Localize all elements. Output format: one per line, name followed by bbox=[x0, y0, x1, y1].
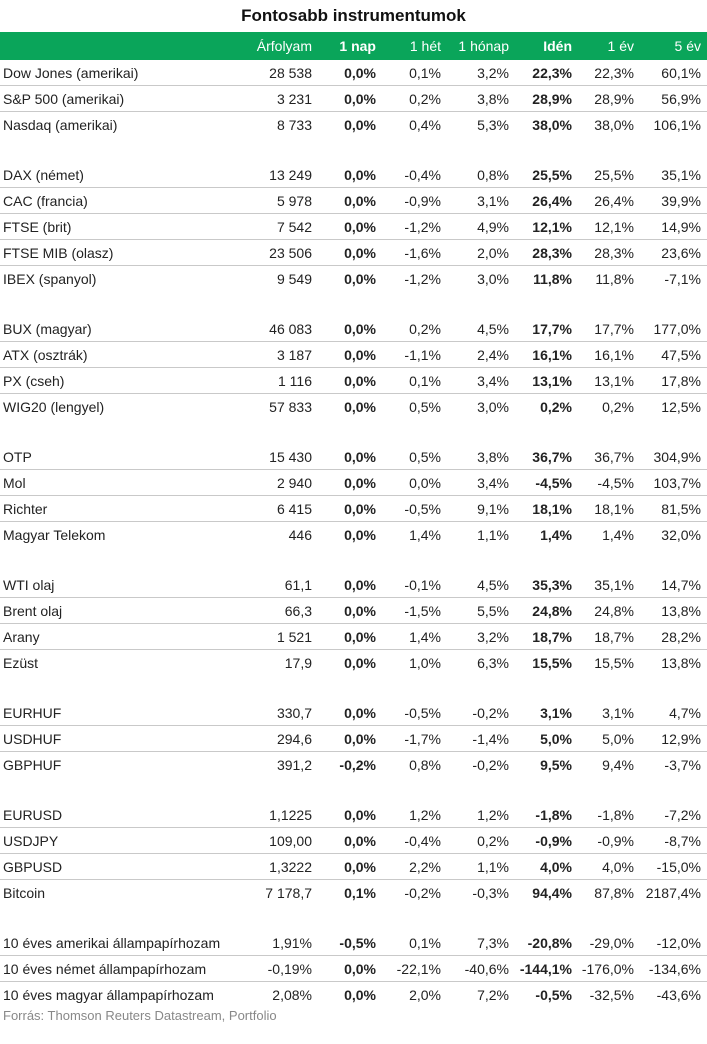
change-1-year-cell: -0,9% bbox=[578, 828, 640, 854]
change-1-day-cell: 0,0% bbox=[318, 854, 382, 880]
change-1-year-cell: 24,8% bbox=[578, 598, 640, 624]
change-5-year-cell: 13,8% bbox=[640, 598, 707, 624]
change-1-week-cell: 1,2% bbox=[382, 802, 447, 828]
change-1-month-cell: 7,3% bbox=[447, 930, 515, 956]
change-1-day-cell: 0,0% bbox=[318, 802, 382, 828]
instrument-name-cell: IBEX (spanyol) bbox=[3, 270, 97, 287]
change-1-day-cell: 0,0% bbox=[318, 470, 382, 496]
change-5-year-cell: -7,2% bbox=[640, 802, 707, 828]
table-row bbox=[0, 982, 707, 1008]
price-cell: 3 187 bbox=[230, 342, 318, 368]
header-1-month: 1 hónap bbox=[447, 32, 515, 60]
group-spacer bbox=[0, 905, 707, 930]
header-1-day: 1 nap bbox=[318, 32, 382, 60]
change-5-year-cell: -12,0% bbox=[640, 930, 707, 956]
group-spacer bbox=[0, 675, 707, 700]
header-name bbox=[0, 32, 230, 60]
change-1-month-cell: 5,5% bbox=[447, 598, 515, 624]
change-1-day-cell: 0,1% bbox=[344, 884, 376, 901]
change-1-month-cell: 3,8% bbox=[447, 444, 515, 470]
change-1-year-cell: 3,1% bbox=[578, 700, 640, 726]
change-1-week-cell: -1,7% bbox=[382, 726, 447, 752]
table-row bbox=[0, 444, 707, 470]
change-1-week-cell: -22,1% bbox=[382, 956, 447, 982]
price-cell: 446 bbox=[288, 526, 312, 543]
price-cell: 9 549 bbox=[276, 270, 312, 287]
change-1-day-cell: 0,0% bbox=[318, 162, 382, 188]
change-1-week-cell: 0,2% bbox=[382, 86, 447, 112]
change-1-day-cell: 0,0% bbox=[318, 444, 382, 470]
change-ytd-cell: 16,1% bbox=[515, 342, 578, 368]
change-ytd-cell: 22,3% bbox=[515, 60, 578, 86]
change-1-month-cell: -0,2% bbox=[472, 756, 509, 773]
change-1-week-cell: -1,5% bbox=[382, 598, 447, 624]
change-1-month-cell: 1,2% bbox=[447, 802, 515, 828]
change-1-week-cell: 0,1% bbox=[382, 368, 447, 394]
change-1-week-cell: 0,1% bbox=[382, 60, 447, 86]
change-1-week-cell: 2,0% bbox=[409, 986, 441, 1003]
change-1-week-cell: -0,5% bbox=[382, 496, 447, 522]
change-5-year-cell: 106,1% bbox=[653, 116, 701, 133]
group-spacer bbox=[0, 547, 707, 572]
change-ytd-cell: 36,7% bbox=[515, 444, 578, 470]
change-1-month-cell: 1,1% bbox=[447, 854, 515, 880]
change-ytd-cell: 25,5% bbox=[515, 162, 578, 188]
price-cell: 109,00 bbox=[230, 828, 318, 854]
price-cell: 330,7 bbox=[230, 700, 318, 726]
change-1-year-cell: -176,0% bbox=[578, 956, 640, 982]
change-5-year-cell: 177,0% bbox=[640, 316, 707, 342]
change-1-day-cell: 0,0% bbox=[344, 526, 376, 543]
change-1-day-cell: 0,0% bbox=[318, 368, 382, 394]
price-cell: 6 415 bbox=[230, 496, 318, 522]
price-cell: 1 521 bbox=[230, 624, 318, 650]
change-1-year-cell: 16,1% bbox=[578, 342, 640, 368]
table-row bbox=[0, 752, 707, 778]
change-1-year-cell: 25,5% bbox=[578, 162, 640, 188]
group-spacer bbox=[0, 777, 707, 802]
price-cell: 28 538 bbox=[230, 60, 318, 86]
change-1-day-cell: 0,0% bbox=[318, 700, 382, 726]
change-1-month-cell: 2,0% bbox=[447, 240, 515, 266]
instrument-name-cell: USDHUF bbox=[0, 726, 230, 752]
instrument-name-cell: GBPHUF bbox=[3, 756, 62, 773]
table-row bbox=[0, 650, 707, 676]
change-1-month-cell: 3,8% bbox=[447, 86, 515, 112]
change-1-day-cell: 0,0% bbox=[318, 726, 382, 752]
change-ytd-cell: 12,1% bbox=[515, 214, 578, 240]
change-1-week-cell: 0,5% bbox=[382, 444, 447, 470]
change-1-week-cell: -1,2% bbox=[382, 214, 447, 240]
spacer-cell bbox=[0, 291, 707, 316]
instrument-name-cell: DAX (német) bbox=[0, 162, 230, 188]
header-row bbox=[0, 32, 707, 60]
table-row bbox=[0, 700, 707, 726]
table-row bbox=[0, 394, 707, 420]
change-1-month-cell: 4,9% bbox=[447, 214, 515, 240]
change-ytd-cell: 18,1% bbox=[515, 496, 578, 522]
price-cell: 13 249 bbox=[230, 162, 318, 188]
change-5-year-cell: 103,7% bbox=[640, 470, 707, 496]
change-1-day-cell: 0,0% bbox=[318, 496, 382, 522]
change-1-month-cell: -40,6% bbox=[447, 956, 515, 982]
change-1-week-cell: 0,1% bbox=[382, 930, 447, 956]
change-1-day-cell: 0,0% bbox=[318, 214, 382, 240]
change-5-year-cell: 14,9% bbox=[640, 214, 707, 240]
change-1-year-cell: 5,0% bbox=[578, 726, 640, 752]
instrument-name-cell: OTP bbox=[0, 444, 230, 470]
change-1-month-cell: 4,5% bbox=[447, 572, 515, 598]
table-body bbox=[0, 60, 707, 1007]
change-5-year-cell: 32,0% bbox=[661, 526, 701, 543]
price-cell: 1,3222 bbox=[230, 854, 318, 880]
spacer-cell bbox=[0, 547, 707, 572]
change-ytd-cell: 35,3% bbox=[515, 572, 578, 598]
table-row bbox=[0, 214, 707, 240]
change-1-day-cell: 0,0% bbox=[318, 86, 382, 112]
table-row bbox=[0, 956, 707, 982]
header-1-year: 1 év bbox=[578, 32, 640, 60]
price-cell: 57 833 bbox=[269, 398, 312, 415]
change-1-year-cell: 28,9% bbox=[578, 86, 640, 112]
table-row bbox=[0, 60, 707, 86]
spacer-cell bbox=[0, 675, 707, 700]
change-1-year-cell: 22,3% bbox=[578, 60, 640, 86]
group-spacer bbox=[0, 137, 707, 162]
change-5-year-cell: 56,9% bbox=[640, 86, 707, 112]
change-1-week-cell: -0,9% bbox=[382, 188, 447, 214]
table-row bbox=[0, 112, 707, 138]
change-5-year-cell: 35,1% bbox=[640, 162, 707, 188]
price-cell: 3 231 bbox=[230, 86, 318, 112]
change-1-week-cell: -1,1% bbox=[382, 342, 447, 368]
change-ytd-cell: 17,7% bbox=[515, 316, 578, 342]
spacer-cell bbox=[0, 137, 707, 162]
change-1-year-cell: 18,1% bbox=[578, 496, 640, 522]
change-5-year-cell: -3,7% bbox=[664, 756, 701, 773]
table-row bbox=[0, 598, 707, 624]
change-ytd-cell: 24,8% bbox=[515, 598, 578, 624]
change-1-day-cell: 0,0% bbox=[344, 654, 376, 671]
table-row bbox=[0, 624, 707, 650]
group-spacer bbox=[0, 291, 707, 316]
change-1-year-cell: 12,1% bbox=[578, 214, 640, 240]
change-ytd-cell: 18,7% bbox=[515, 624, 578, 650]
change-1-year-cell: -29,0% bbox=[578, 930, 640, 956]
table-row bbox=[0, 316, 707, 342]
change-5-year-cell: 304,9% bbox=[640, 444, 707, 470]
change-ytd-cell: 9,5% bbox=[540, 756, 572, 773]
spacer-cell bbox=[0, 777, 707, 802]
header-5-year: 5 év bbox=[640, 32, 707, 60]
source-note: Forrás: Thomson Reuters Datastream, Portfolio bbox=[3, 1008, 277, 1023]
spacer-cell bbox=[0, 419, 707, 444]
change-1-year-cell: 38,0% bbox=[594, 116, 634, 133]
change-5-year-cell: -8,7% bbox=[640, 828, 707, 854]
change-ytd-cell: -4,5% bbox=[515, 470, 578, 496]
change-1-month-cell: 3,4% bbox=[447, 470, 515, 496]
change-1-month-cell: 3,1% bbox=[447, 188, 515, 214]
price-cell: 7 178,7 bbox=[265, 884, 312, 901]
table-row bbox=[0, 162, 707, 188]
instrument-name-cell: CAC (francia) bbox=[0, 188, 230, 214]
change-1-month-cell: 7,2% bbox=[477, 986, 509, 1003]
change-1-month-cell: 5,3% bbox=[477, 116, 509, 133]
table-row bbox=[0, 86, 707, 112]
instrument-name-cell: WIG20 (lengyel) bbox=[3, 398, 105, 415]
change-1-day-cell: 0,0% bbox=[318, 60, 382, 86]
change-ytd-cell: -20,8% bbox=[515, 930, 578, 956]
change-1-day-cell: 0,0% bbox=[344, 270, 376, 287]
change-5-year-cell: 13,8% bbox=[661, 654, 701, 671]
price-cell: -0,19% bbox=[230, 956, 318, 982]
table-row bbox=[0, 854, 707, 880]
change-5-year-cell: 4,7% bbox=[640, 700, 707, 726]
price-cell: 391,2 bbox=[276, 756, 312, 773]
price-cell: 66,3 bbox=[230, 598, 318, 624]
change-5-year-cell: 47,5% bbox=[640, 342, 707, 368]
table-row bbox=[0, 188, 707, 214]
change-1-week-cell: -0,5% bbox=[382, 700, 447, 726]
change-1-week-cell: -1,6% bbox=[382, 240, 447, 266]
instrument-name-cell: 10 éves magyar állampapírhozam bbox=[3, 986, 214, 1003]
change-1-week-cell: 2,2% bbox=[382, 854, 447, 880]
change-1-day-cell: -0,2% bbox=[339, 756, 376, 773]
price-cell: 46 083 bbox=[230, 316, 318, 342]
price-cell: 1,1225 bbox=[230, 802, 318, 828]
table-row bbox=[0, 470, 707, 496]
change-5-year-cell: 81,5% bbox=[640, 496, 707, 522]
change-1-week-cell: 0,0% bbox=[382, 470, 447, 496]
change-ytd-cell: -144,1% bbox=[515, 956, 578, 982]
price-cell: 15 430 bbox=[230, 444, 318, 470]
change-1-year-cell: 87,8% bbox=[594, 884, 634, 901]
change-1-day-cell: 0,0% bbox=[318, 828, 382, 854]
change-1-year-cell: -1,8% bbox=[578, 802, 640, 828]
instrument-name-cell: 10 éves német állampapírhozam bbox=[0, 956, 230, 982]
change-5-year-cell: -7,1% bbox=[664, 270, 701, 287]
instrument-name-cell: Brent olaj bbox=[0, 598, 230, 624]
change-5-year-cell: 12,5% bbox=[661, 398, 701, 415]
change-1-week-cell: -0,4% bbox=[382, 828, 447, 854]
change-1-year-cell: 26,4% bbox=[578, 188, 640, 214]
change-1-week-cell: -1,2% bbox=[404, 270, 441, 287]
price-cell: 2,08% bbox=[272, 986, 312, 1003]
change-1-week-cell: 0,2% bbox=[382, 316, 447, 342]
change-1-day-cell: -0,5% bbox=[318, 930, 382, 956]
change-5-year-cell: 12,9% bbox=[640, 726, 707, 752]
table-row bbox=[0, 368, 707, 394]
table-title: Fontosabb instrumentumok bbox=[241, 6, 466, 25]
spacer-cell bbox=[0, 905, 707, 930]
table-row bbox=[0, 266, 707, 292]
change-1-year-cell: 0,2% bbox=[602, 398, 634, 415]
change-ytd-cell: 28,3% bbox=[515, 240, 578, 266]
change-1-week-cell: 1,4% bbox=[409, 526, 441, 543]
change-1-week-cell: -0,2% bbox=[404, 884, 441, 901]
change-ytd-cell: 0,2% bbox=[540, 398, 572, 415]
change-5-year-cell: 14,7% bbox=[640, 572, 707, 598]
change-5-year-cell: 2187,4% bbox=[645, 884, 701, 901]
instrument-name-cell: Dow Jones (amerikai) bbox=[0, 60, 230, 86]
change-ytd-cell: 26,4% bbox=[515, 188, 578, 214]
instrument-name-cell: USDJPY bbox=[0, 828, 230, 854]
change-1-day-cell: 0,0% bbox=[318, 624, 382, 650]
change-1-month-cell: 3,0% bbox=[477, 398, 509, 415]
table-row bbox=[0, 930, 707, 956]
header-ytd: Idén bbox=[515, 32, 578, 60]
change-1-year-cell: -4,5% bbox=[578, 470, 640, 496]
change-1-month-cell: 3,2% bbox=[447, 60, 515, 86]
change-5-year-cell: 60,1% bbox=[640, 60, 707, 86]
change-1-week-cell: 0,8% bbox=[409, 756, 441, 773]
change-5-year-cell: -43,6% bbox=[656, 986, 701, 1003]
change-1-year-cell: 13,1% bbox=[578, 368, 640, 394]
change-1-year-cell: 35,1% bbox=[578, 572, 640, 598]
change-1-month-cell: 3,4% bbox=[447, 368, 515, 394]
change-ytd-cell: -1,8% bbox=[515, 802, 578, 828]
table-row bbox=[0, 572, 707, 598]
change-1-year-cell: 28,3% bbox=[578, 240, 640, 266]
change-1-year-cell: 1,4% bbox=[602, 526, 634, 543]
change-5-year-cell: 17,8% bbox=[640, 368, 707, 394]
instrument-name-cell: Bitcoin bbox=[3, 884, 46, 901]
change-1-month-cell: 2,4% bbox=[447, 342, 515, 368]
change-1-week-cell: -0,4% bbox=[382, 162, 447, 188]
price-cell: 1 116 bbox=[230, 368, 318, 394]
instrument-name-cell: FTSE (brit) bbox=[0, 214, 230, 240]
change-1-week-cell: 1,0% bbox=[409, 654, 441, 671]
change-1-year-cell: 36,7% bbox=[578, 444, 640, 470]
price-cell: 61,1 bbox=[230, 572, 318, 598]
change-ytd-cell: 5,0% bbox=[515, 726, 578, 752]
table-row bbox=[0, 726, 707, 752]
instrument-name-cell: EURUSD bbox=[0, 802, 230, 828]
change-ytd-cell: 28,9% bbox=[515, 86, 578, 112]
instrument-name-cell: ATX (osztrák) bbox=[0, 342, 230, 368]
change-5-year-cell: 39,9% bbox=[640, 188, 707, 214]
change-ytd-cell: -0,9% bbox=[515, 828, 578, 854]
change-1-day-cell: 0,0% bbox=[318, 342, 382, 368]
instrument-name-cell: Arany bbox=[0, 624, 230, 650]
instrument-name-cell: BUX (magyar) bbox=[0, 316, 230, 342]
instrument-name-cell: Richter bbox=[0, 496, 230, 522]
change-ytd-cell: 38,0% bbox=[532, 116, 572, 133]
change-1-year-cell: 9,4% bbox=[602, 756, 634, 773]
change-1-year-cell: 15,5% bbox=[594, 654, 634, 671]
price-cell: 17,9 bbox=[284, 654, 312, 671]
change-1-month-cell: 0,2% bbox=[447, 828, 515, 854]
price-cell: 5 978 bbox=[230, 188, 318, 214]
change-1-month-cell: 1,1% bbox=[477, 526, 509, 543]
change-5-year-cell: -15,0% bbox=[640, 854, 707, 880]
change-1-day-cell: 0,0% bbox=[318, 240, 382, 266]
change-ytd-cell: 13,1% bbox=[515, 368, 578, 394]
change-1-day-cell: 0,0% bbox=[344, 986, 376, 1003]
change-1-day-cell: 0,0% bbox=[344, 116, 376, 133]
change-1-day-cell: 0,0% bbox=[344, 398, 376, 415]
change-ytd-cell: 15,5% bbox=[532, 654, 572, 671]
instrument-name-cell: S&P 500 (amerikai) bbox=[0, 86, 230, 112]
change-ytd-cell: -0,5% bbox=[535, 986, 572, 1003]
instrument-name-cell: Magyar Telekom bbox=[3, 526, 106, 543]
table-row bbox=[0, 522, 707, 548]
change-1-week-cell: -0,1% bbox=[382, 572, 447, 598]
table-row bbox=[0, 802, 707, 828]
change-1-day-cell: 0,0% bbox=[318, 316, 382, 342]
instrument-name-cell: 10 éves amerikai állampapírhozam bbox=[0, 930, 230, 956]
instrument-name-cell: PX (cseh) bbox=[0, 368, 230, 394]
change-1-month-cell: 6,3% bbox=[477, 654, 509, 671]
instrument-name-cell: EURHUF bbox=[0, 700, 230, 726]
price-cell: 8 733 bbox=[276, 116, 312, 133]
instrument-name-cell: FTSE MIB (olasz) bbox=[0, 240, 230, 266]
change-1-year-cell: 11,8% bbox=[595, 270, 634, 287]
change-1-year-cell: 4,0% bbox=[578, 854, 640, 880]
header-price: Árfolyam bbox=[230, 32, 318, 60]
price-cell: 1,91% bbox=[230, 930, 318, 956]
change-1-week-cell: 1,4% bbox=[382, 624, 447, 650]
change-5-year-cell: -134,6% bbox=[640, 956, 707, 982]
change-ytd-cell: 1,4% bbox=[540, 526, 572, 543]
instruments-table bbox=[0, 32, 707, 1007]
table-row bbox=[0, 240, 707, 266]
change-1-day-cell: 0,0% bbox=[318, 188, 382, 214]
instrument-name-cell: Ezüst bbox=[3, 654, 39, 671]
change-1-month-cell: -0,2% bbox=[447, 700, 515, 726]
change-ytd-cell: 94,4% bbox=[532, 884, 572, 901]
header-1-week: 1 hét bbox=[382, 32, 447, 60]
change-ytd-cell: 11,8% bbox=[533, 270, 572, 287]
change-1-month-cell: -1,4% bbox=[447, 726, 515, 752]
table-row bbox=[0, 496, 707, 522]
change-1-year-cell: -32,5% bbox=[589, 986, 634, 1003]
group-spacer bbox=[0, 419, 707, 444]
change-1-week-cell: 0,4% bbox=[409, 116, 441, 133]
price-cell: 294,6 bbox=[230, 726, 318, 752]
change-1-day-cell: 0,0% bbox=[318, 598, 382, 624]
change-ytd-cell: 4,0% bbox=[515, 854, 578, 880]
change-1-month-cell: 9,1% bbox=[447, 496, 515, 522]
instrument-name-cell: WTI olaj bbox=[0, 572, 230, 598]
instrument-name-cell: Nasdaq (amerikai) bbox=[3, 116, 118, 133]
price-cell: 23 506 bbox=[230, 240, 318, 266]
change-5-year-cell: 23,6% bbox=[640, 240, 707, 266]
change-1-year-cell: 18,7% bbox=[578, 624, 640, 650]
change-1-day-cell: 0,0% bbox=[318, 572, 382, 598]
price-cell: 7 542 bbox=[230, 214, 318, 240]
instrument-name-cell: GBPUSD bbox=[0, 854, 230, 880]
change-1-month-cell: 3,0% bbox=[477, 270, 509, 287]
instrument-name-cell: Mol bbox=[0, 470, 230, 496]
change-1-month-cell: 3,2% bbox=[447, 624, 515, 650]
change-1-month-cell: 4,5% bbox=[447, 316, 515, 342]
table-row bbox=[0, 880, 707, 906]
change-1-month-cell: 0,8% bbox=[447, 162, 515, 188]
price-cell: 2 940 bbox=[230, 470, 318, 496]
change-1-day-cell: 0,0% bbox=[318, 956, 382, 982]
change-1-week-cell: 0,5% bbox=[409, 398, 441, 415]
change-5-year-cell: 28,2% bbox=[640, 624, 707, 650]
table-row bbox=[0, 828, 707, 854]
table-row bbox=[0, 342, 707, 368]
change-1-year-cell: 17,7% bbox=[578, 316, 640, 342]
change-1-month-cell: -0,3% bbox=[472, 884, 509, 901]
change-ytd-cell: 3,1% bbox=[515, 700, 578, 726]
